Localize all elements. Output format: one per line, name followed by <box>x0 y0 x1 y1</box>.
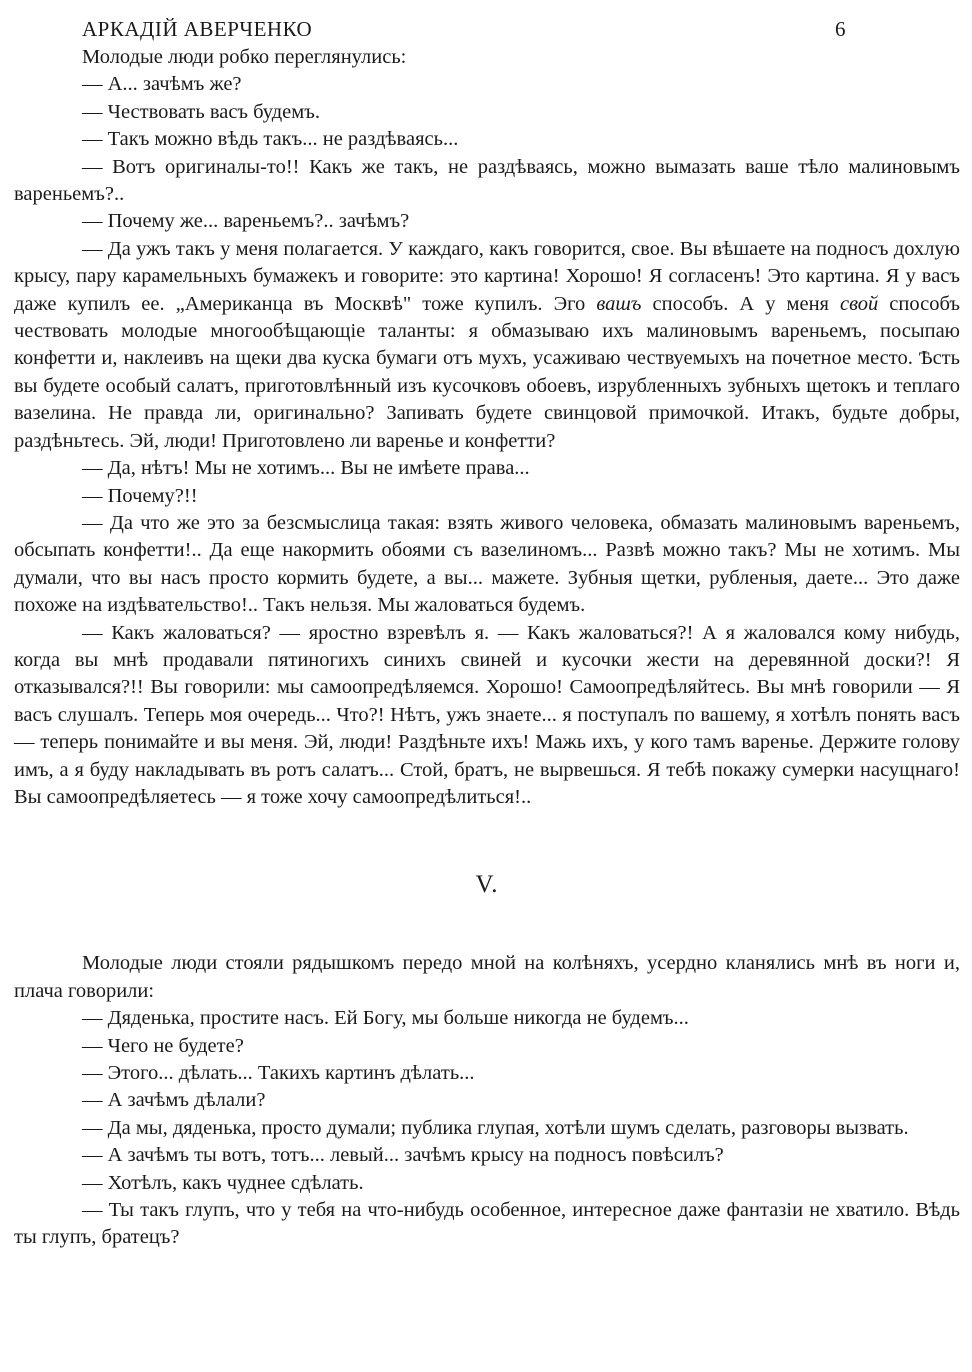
paragraph: — А... зачѣмъ же? <box>82 73 242 96</box>
emphasis-svoy: свой <box>840 292 879 315</box>
paragraph: — Да, нѣтъ! Мы не хотимъ... Вы не имѣете права... <box>82 457 530 480</box>
paragraph: — Такъ можно вѣдь такъ... не раздѣваясь... <box>82 128 459 151</box>
paragraph: — Вотъ оригиналы-то!! Какъ же такъ, не раздѣваясь, можно вымазать ваше тѣло малиновымъ вареньемъ?.. <box>14 155 960 206</box>
paragraph: — Ты такъ глупъ, что у тебя на что-нибудь особенное, интересное даже фантазіи не хватило. Вѣдь ты глупъ, братецъ? <box>14 1199 960 1249</box>
running-header <box>14 14 960 44</box>
paragraph: — Чего не будете? <box>82 1034 244 1057</box>
paragraph: — Этого... дѣлать... Такихъ картинъ дѣлать... <box>82 1062 475 1084</box>
running-title: АРКАДІЙ АВЕРЧЕНКО <box>82 17 313 41</box>
text-run: — Да ужъ такъ у меня полагается. У каждаго, какъ говорится, свое. Вы вѣшаете на подносъ дохлую крысу, пару карамельныхъ бумажекъ и говорите: это картина! Хорошо! Я согласенъ! Это картина. Я у васъ даже купилъ ее. „Американца въ Москвѣ" тоже купилъ. Эго <box>14 237 960 315</box>
emphasis-vash: вашъ <box>596 292 642 315</box>
page-number: 6 <box>835 17 846 41</box>
paragraph: Молодые люди робко переглянулись: <box>82 46 407 68</box>
paragraph: — Да мы, дяденька, просто думали; публика глупая, хотѣли шумъ сделать, разговоры вызвать. <box>82 1116 909 1139</box>
text-run: способъ. А у меня <box>641 292 841 315</box>
paragraph: — Дяденька, простите насъ. Ей Богу, мы больше никогда не будемъ... <box>82 1007 689 1030</box>
chapter-heading: V. <box>475 871 499 899</box>
paragraph: — Почему же... вареньемъ?.. зачѣмъ? <box>82 210 410 233</box>
paragraph: — Почему?!! <box>82 484 198 507</box>
paragraph: Молодые люди стояли рядышкомъ передо мной на колѣняхъ, усердно кланялись мнѣ въ ноги и, плача говорили: <box>14 952 960 1002</box>
paragraph: — А зачѣмъ ты вотъ, тотъ... левый... зачѣмъ крысу на подносъ повѣсилъ? <box>82 1144 724 1167</box>
paragraph: — Какъ жаловаться? — яростно взревѣлъ я. — Какъ жаловаться?! А я жаловался кому нибудь, когда вы мнѣ продавали пятиногихъ синихъ свиней и кусочки жести на деревянной доски?! Я отказывался?!! Вы говорили: мы самоопредѣляемся. Хорошо! Самоопредѣляйтесь. Вы мнѣ говорили — Я васъ слушалъ. Теперь моя очередь... Что?! Нѣтъ, ужъ знаете... я поступалъ по вашему, я хотѣлъ понять васъ — теперь понимайте и вы меня. Эй, люди! Раздѣньте ихъ! Мажь ихъ, у кого тамъ варенье. Держите голову имъ, а я буду накладывать въ ротъ салатъ... Стой, братъ, не вырвешься. Я тебѣ покажу сумерки насущнаго! Вы самоопредѣляетесь — я тоже хочу самоопредѣлиться!.. <box>14 621 960 808</box>
paragraph: — Хотѣлъ, какъ чуднее сдѣлать. <box>82 1171 364 1194</box>
section-2-text <box>14 950 960 1251</box>
text-run: способъ чествовать молодые многообѣщающіе таланты: я обмазываю ихъ малиновымъ вареньемъ, посыпаю конфетти и, наклеивъ на щеки два куска бумаги отъ мухъ, усаживаю чествуемыхъ на почетное место. Ѣсть вы будете особый салатъ, приготовлѣнный изъ кусочковъ обоевъ, изрубленныхъ зубныхъ щетокъ и теплаго вазелина. Не правда ли, оригинально? Запивать будете свинцовой примочкой. Итакъ, будьте добры, раздѣньтесь. Эй, люди! Приготовлено ли варенье и конфетти? <box>14 292 961 452</box>
paragraph-with-emphasis <box>14 236 960 455</box>
paragraph: — Да что же это за безсмыслица такая: взять живого человека, обмазать малиновымъ вареньемъ, обсыпать конфетти!.. Да еще накормить обоями съ вазелиномъ... Развѣ можно такъ? Мы не хотимъ. Мы думали, что вы насъ просто кормить будете, а вы... мажете. Зубныя щетки, рубленыя, даете... Это даже похоже на издѣвательство!.. Такъ нельзя. Мы жаловаться будемъ. <box>14 511 960 617</box>
paragraph: — А зачѣмъ дѣлали? <box>82 1089 266 1112</box>
section-1-text <box>14 44 960 811</box>
paragraph: — Чествовать васъ будемъ. <box>82 100 320 123</box>
